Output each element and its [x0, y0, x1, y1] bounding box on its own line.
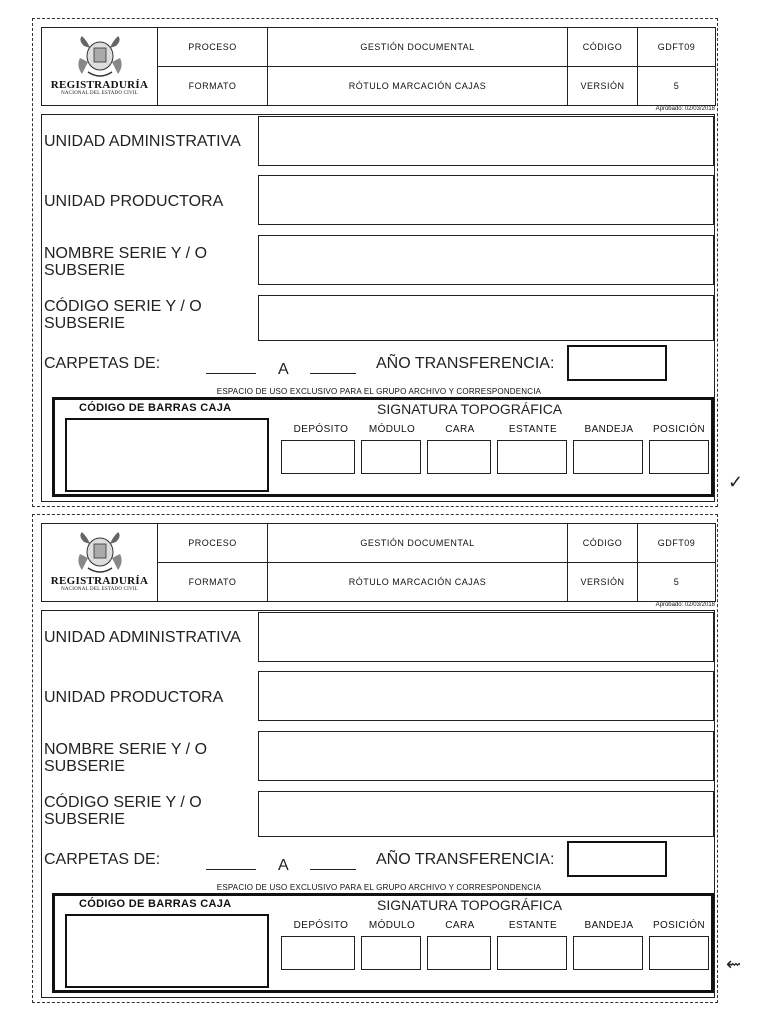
anio-transferencia-label: AÑO TRANSFERENCIA: — [376, 851, 555, 868]
header-table — [41, 27, 716, 106]
carpetas-label: CARPETAS DE: — [44, 355, 161, 372]
logo — [42, 28, 158, 106]
codigo-serie-label-line2: SUBSERIE — [44, 315, 125, 332]
unidad-administrativa-label: UNIDAD ADMINISTRATIVA — [44, 629, 241, 646]
unidad-administrativa-field[interactable] — [258, 116, 714, 166]
cara-field[interactable] — [427, 936, 491, 970]
modulo-field[interactable] — [361, 936, 421, 970]
col-posicion: POSICIÓN — [652, 424, 706, 435]
formato-label: FORMATO — [158, 67, 268, 106]
unidad-productora-field[interactable] — [258, 175, 714, 225]
codigo-serie-label-line1: CÓDIGO SERIE Y / O — [44, 794, 202, 811]
col-modulo: MÓDULO — [368, 424, 416, 435]
deposito-field[interactable] — [281, 440, 355, 474]
anio-transferencia-label: AÑO TRANSFERENCIA: — [376, 355, 555, 372]
nombre-serie-label-line1: NOMBRE SERIE Y / O — [44, 245, 208, 262]
exclusive-use-notice: ESPACIO DE USO EXCLUSIVO PARA EL GRUPO ARCHIVO Y CORRESPONDENCIA — [216, 387, 542, 396]
signatura-title: SIGNATURA TOPOGRÁFICA — [377, 401, 563, 417]
version-label: VERSIÓN — [568, 67, 638, 106]
col-estante: ESTANTE — [508, 920, 558, 931]
col-modulo: MÓDULO — [368, 920, 416, 931]
col-cara: CARA — [445, 424, 475, 435]
codigo-serie-field[interactable] — [258, 791, 714, 837]
logo — [42, 524, 158, 602]
bandeja-field[interactable] — [573, 440, 643, 474]
nombre-serie-label-line1: NOMBRE SERIE Y / O — [44, 741, 208, 758]
coat-of-arms-icon — [76, 36, 124, 80]
carpetas-to-line[interactable] — [310, 869, 356, 870]
header-table — [41, 523, 716, 602]
logo-name: REGISTRADURÍA — [50, 575, 149, 587]
proceso-value: GESTIÓN DOCUMENTAL — [268, 524, 568, 563]
nombre-serie-field[interactable] — [258, 731, 714, 781]
modulo-field[interactable] — [361, 440, 421, 474]
logo-subtitle: NACIONAL DEL ESTADO CIVIL — [61, 587, 138, 592]
barcode-title: CÓDIGO DE BARRAS CAJA — [79, 898, 232, 910]
approval-date: Aprobado: 02/03/2018 — [655, 106, 715, 112]
version-label: VERSIÓN — [568, 563, 638, 602]
unidad-administrativa-field[interactable] — [258, 612, 714, 662]
nombre-serie-label-line2: SUBSERIE — [44, 262, 125, 279]
carpetas-a-label: A — [278, 857, 289, 874]
deposito-field[interactable] — [281, 936, 355, 970]
barcode-field[interactable] — [65, 418, 269, 492]
form-body — [41, 610, 715, 998]
signatura-title: SIGNATURA TOPOGRÁFICA — [377, 897, 563, 913]
col-deposito: DEPÓSITO — [293, 920, 349, 931]
nombre-serie-label-line2: SUBSERIE — [44, 758, 125, 775]
bandeja-field[interactable] — [573, 936, 643, 970]
codigo-serie-label-line2: SUBSERIE — [44, 811, 125, 828]
col-cara: CARA — [445, 920, 475, 931]
estante-field[interactable] — [497, 440, 567, 474]
box-label-sheet — [32, 18, 718, 507]
barcode-title: CÓDIGO DE BARRAS CAJA — [79, 402, 232, 414]
col-bandeja: BANDEJA — [584, 920, 634, 931]
cara-field[interactable] — [427, 440, 491, 474]
scissors-icon: ⇜ — [726, 954, 742, 974]
anio-transferencia-field[interactable] — [567, 345, 667, 381]
carpetas-a-label: A — [278, 361, 289, 378]
proceso-value: GESTIÓN DOCUMENTAL — [268, 28, 568, 67]
carpetas-from-line[interactable] — [206, 869, 256, 870]
version-value: 5 — [638, 563, 716, 602]
barcode-field[interactable] — [65, 914, 269, 988]
carpetas-to-line[interactable] — [310, 373, 356, 374]
codigo-serie-field[interactable] — [258, 295, 714, 341]
anio-transferencia-field[interactable] — [567, 841, 667, 877]
form-body — [41, 114, 715, 502]
codigo-label: CÓDIGO — [568, 524, 638, 563]
unidad-administrativa-label: UNIDAD ADMINISTRATIVA — [44, 133, 241, 150]
label-content — [41, 523, 715, 998]
coat-of-arms-icon — [76, 532, 124, 576]
carpetas-from-line[interactable] — [206, 373, 256, 374]
formato-value: RÓTULO MARCACIÓN CAJAS — [268, 67, 568, 106]
version-value: 5 — [638, 67, 716, 106]
posicion-field[interactable] — [649, 936, 709, 970]
formato-value: RÓTULO MARCACIÓN CAJAS — [268, 563, 568, 602]
estante-field[interactable] — [497, 936, 567, 970]
label-content — [41, 27, 715, 502]
nombre-serie-field[interactable] — [258, 235, 714, 285]
codigo-label: CÓDIGO — [568, 28, 638, 67]
archive-section — [52, 397, 714, 497]
col-bandeja: BANDEJA — [584, 424, 634, 435]
col-deposito: DEPÓSITO — [293, 424, 349, 435]
approval-date: Aprobado: 02/03/2018 — [655, 602, 715, 608]
proceso-label: PROCESO — [158, 524, 268, 563]
codigo-value: GDFT09 — [638, 28, 716, 67]
logo-name: REGISTRADURÍA — [50, 79, 149, 91]
posicion-field[interactable] — [649, 440, 709, 474]
col-estante: ESTANTE — [508, 424, 558, 435]
scissors-icon: ✓ — [728, 472, 744, 492]
unidad-productora-label: UNIDAD PRODUCTORA — [44, 193, 224, 210]
col-posicion: POSICIÓN — [652, 920, 706, 931]
codigo-value: GDFT09 — [638, 524, 716, 563]
exclusive-use-notice: ESPACIO DE USO EXCLUSIVO PARA EL GRUPO ARCHIVO Y CORRESPONDENCIA — [216, 883, 542, 892]
proceso-label: PROCESO — [158, 28, 268, 67]
archive-section — [52, 893, 714, 993]
unidad-productora-field[interactable] — [258, 671, 714, 721]
unidad-productora-label: UNIDAD PRODUCTORA — [44, 689, 224, 706]
logo-subtitle: NACIONAL DEL ESTADO CIVIL — [61, 91, 138, 96]
carpetas-label: CARPETAS DE: — [44, 851, 161, 868]
formato-label: FORMATO — [158, 563, 268, 602]
codigo-serie-label-line1: CÓDIGO SERIE Y / O — [44, 298, 202, 315]
box-label-sheet — [32, 514, 718, 1003]
